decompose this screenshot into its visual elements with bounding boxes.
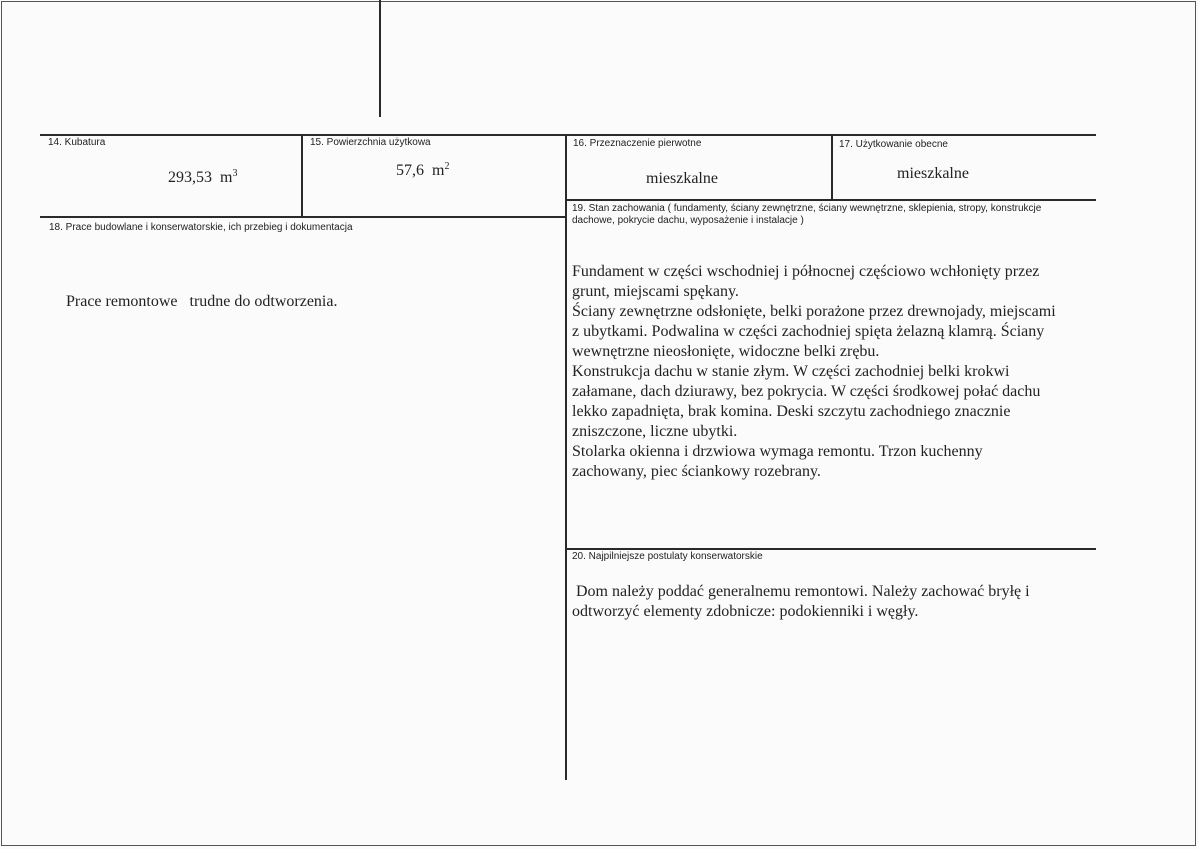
postulaty-line: Dom należy poddać generalnemu remontowi. Należy zachować bryłę i — [572, 583, 1030, 600]
postulaty-line: odtworzyć elementy zdobnicze: podokienniki i węgły. — [572, 603, 919, 620]
stan-line: zniszczone, liczne ubytki. — [572, 423, 738, 440]
row1-top-line — [40, 134, 1096, 136]
divider-14-15 — [301, 134, 303, 216]
stan-line: grunt, miejscami spękany. — [572, 283, 739, 300]
stan-line: Stolarka okienna i drzwiowa wymaga remontu. Trzon kuchenny — [572, 443, 983, 460]
postulaty-label: 20. Najpilniejsze postulaty konserwatorskie — [572, 551, 763, 562]
stan-text — [572, 262, 1056, 482]
stan-line: załamane, dach dziurawy, bez pokrycia. W części środkowej połać dachu — [572, 383, 1041, 400]
powierzchnia-value: 57,6 $m^2$ — [396, 161, 450, 179]
row1-bottom-left — [40, 216, 566, 218]
kubatura-value: 293,53 $m^3$ — [168, 168, 238, 186]
stan-line: lekko zapadnięta, brak komina. Deski szczytu zachodniego znacznie — [572, 403, 1011, 420]
stan-line: Konstrukcja dachu w stanie złym. W części zachodniej belki krokwi — [572, 363, 1010, 380]
stan-line: Ściany zewnętrzne odsłonięte, belki porażone przez drewnojady, miejscami — [572, 303, 1056, 320]
stan-line: wewnętrzne nieosłonięte, widoczne belki zrębu. — [572, 343, 880, 360]
przeznaczenie-value: mieszkalne — [646, 170, 718, 187]
top-divider — [379, 0, 381, 117]
stan-line: Fundament w części wschodniej i północnej częściowo wchłonięty przez — [572, 263, 1040, 280]
powierzchnia-label: 15. Powierzchnia użytkowa — [310, 137, 431, 148]
divider-15-16 — [565, 134, 567, 780]
stan-line: zachowany, piec ściankowy rozebrany. — [572, 463, 821, 480]
prace-label: 18. Prace budowlane i konserwatorskie, ich przebieg i dokumentacja — [49, 222, 353, 233]
uzytkowanie-value: mieszkalne — [897, 165, 969, 182]
przeznaczenie-label: 16. Przeznaczenie pierwotne — [573, 138, 702, 149]
kubatura-label: 14. Kubatura — [48, 137, 106, 148]
section20-top-line — [566, 548, 1096, 550]
stan-line: z ubytkami. Podwalina w części zachodniej spięta żelazną klamrą. Ściany — [572, 323, 1045, 340]
row1-bottom-right — [566, 199, 1096, 201]
uzytkowanie-label: 17. Użytkowanie obecne — [839, 139, 948, 150]
divider-16-17 — [831, 134, 833, 200]
stan-label: 19. Stan zachowania ( fundamenty, ściany zewnętrzne, ściany wewnętrzne, sklepienia, stropy, konstrukcje dachowe, pokrycie dachu, wyposażenie i instalacje ) — [572, 203, 1042, 226]
prace-value: Prace remontowe trudne do odtworzenia. — [66, 293, 338, 310]
postulaty-text — [572, 582, 1030, 622]
